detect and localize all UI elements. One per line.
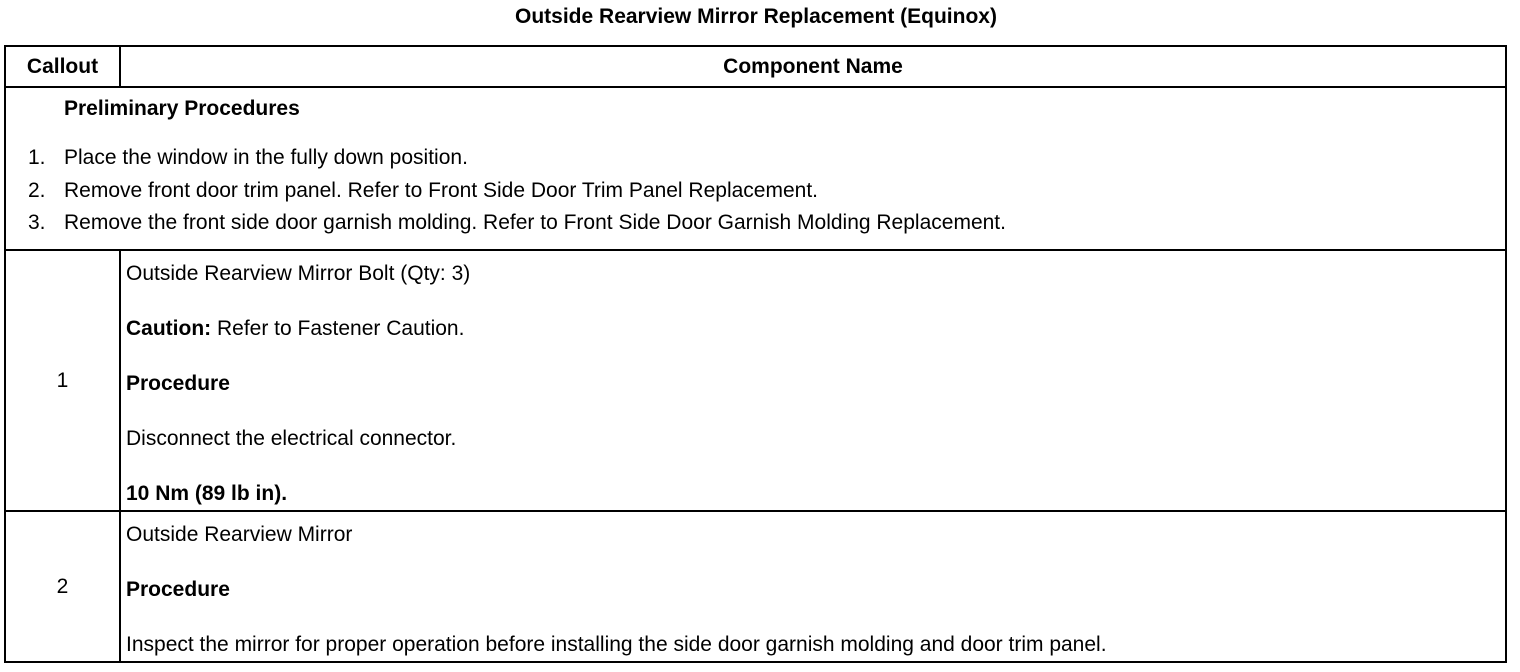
table-row: [5, 250, 1506, 511]
list-item: [6, 207, 1505, 240]
table-row: [5, 511, 1506, 662]
component-name: Outside Rearview Mirror: [126, 523, 353, 546]
table-header-row: [5, 46, 1506, 87]
list-item: [6, 175, 1505, 208]
caution-text: Refer to Fastener Caution.: [211, 317, 465, 340]
document-title: Outside Rearview Mirror Replacement (Equinox): [515, 5, 997, 28]
list-item: [6, 142, 1505, 175]
callout-cell: 1: [5, 250, 120, 511]
caution-label: Caution:: [126, 317, 212, 340]
step-number: 2.: [28, 178, 46, 202]
step-text: Remove front door trim panel. Refer to Front Side Door Trim Panel Replacement.: [64, 178, 818, 202]
step-number: 1.: [28, 146, 46, 169]
procedure-heading: Procedure: [126, 372, 230, 395]
component-cell: [120, 250, 1506, 511]
procedure-text: Inspect the mirror for proper operation before installing the side door garnish molding and door trim panel.: [126, 633, 1107, 656]
step-text: Place the window in the fully down position.: [64, 146, 468, 169]
preliminary-procedures-row: [5, 87, 1506, 250]
preliminary-procedures-heading: Preliminary Procedures: [64, 97, 300, 120]
callout-header: Callout: [5, 46, 120, 87]
step-text: Remove the front side door garnish molding. Refer to Front Side Door Garnish Molding Replacement.: [64, 211, 1006, 234]
caution-note: [126, 316, 1505, 342]
preliminary-procedures-cell: [5, 87, 1506, 250]
step-number: 3.: [28, 211, 46, 234]
callout-cell: 2: [5, 511, 120, 662]
preliminary-steps-list: [6, 142, 1505, 240]
procedure-text: Disconnect the electrical connector.: [126, 427, 457, 450]
procedure-heading: Procedure: [126, 578, 230, 601]
torque-spec: 10 Nm (89 lb in).: [126, 482, 288, 505]
component-name-header: Component Name: [120, 46, 1506, 87]
component-table: [4, 45, 1507, 663]
component-cell: [120, 511, 1506, 662]
component-name: Outside Rearview Mirror Bolt (Qty: 3): [126, 262, 471, 285]
